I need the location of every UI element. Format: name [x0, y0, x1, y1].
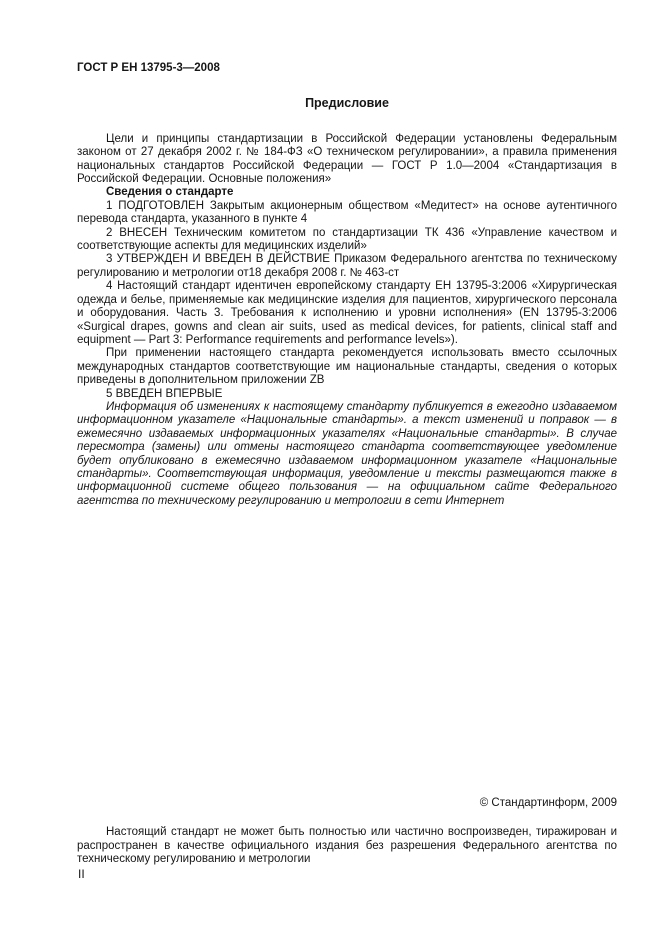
- section-heading-standard-info: Сведения о стандарте: [106, 186, 234, 199]
- reproduction-restriction-note: Настоящий стандарт не может быть полностью или частично воспроизведен, тиражирован и распространен в качестве официального издания без разрешения Федерального агентства по техническому регулированию и метрологии: [77, 826, 617, 866]
- item-3-approved: 3 УТВЕРЖДЕН И ВВЕДЕН В ДЕЙСТВИЕ Приказом Федерального агентства по техническому регулированию и метрологии от18 декабря 2008 г. № 463-ст: [77, 253, 617, 279]
- item-1-prepared: 1 ПОДГОТОВЛЕН Закрытым акционерным обществом «Медитест» на основе аутентичного перевода стандарта, указанного в пункте 4: [77, 199, 617, 226]
- item-4-identical-standard: 4 Настоящий стандарт идентичен европейскому стандарту ЕН 13795-3:2006 «Хирургическая одежда и белье, применяемые как медицинские изделия для пациентов, хирургического персонала и оборудования. Часть 3. Требования к исполнению и уровни исполнения» (EN 13795-3:2006 «Surgical drapes, gowns and clean air suits, used as medical devices, for patients, clinical staff and equipment — Part 3: Performance requirements and performance levels»).: [77, 280, 617, 346]
- document-code: ГОСТ Р ЕН 13795-3—2008: [77, 62, 220, 74]
- standardization-principles-paragraph: Цели и принципы стандартизации в Российской Федерации установлены Федеральным законом от 27 декабря 2002 г. № 184-ФЗ «О техническом регулировании», а правила применения национальных стандартов Российской Федерации — ГОСТ Р 1.0—2004 «Стандартизация в Российской Федерации. Основные положения»: [77, 132, 617, 186]
- copyright-notice: © Стандартинформ, 2009: [479, 797, 617, 809]
- changes-information-note: Информация об изменениях к настоящему стандарту публикуется в ежегодно издаваемом информационном указателе «Национальные стандарты». а текст изменений и поправок — в ежемесячно издаваемых информационных указателях «Национальные стандарты». В случае пересмотра (замены) или отмены настоящего стандарта соответствующее уведомление будет опубликовано в ежемесячно издаваемом информационном указателе «Национальные стандарты». Соответствующая информация, уведомление и тексты размещаются также в информационной системе общего пользования — на официальном сайте Федерального агентства по техническому регулированию и метрологии в сети Интернет: [77, 400, 617, 507]
- page-number: II: [78, 867, 85, 881]
- page-footer: [77, 797, 617, 867]
- page-title: Предисловие: [305, 96, 389, 111]
- item-2-submitted: 2 ВНЕСЕН Техническим комитетом по стандартизации ТК 436 «Управление качеством и соответствующие аспекты для медицинских изделий»: [77, 226, 617, 253]
- item-4-application-note: При применении настоящего стандарта рекомендуется использовать вместо ссылочных международных стандартов соответствующие им национальные стандарты, сведения о которых приведены в дополнительном приложении ZB: [77, 347, 617, 387]
- item-5-first-introduced: 5 ВВЕДЕН ВПЕРВЫЕ: [106, 387, 223, 400]
